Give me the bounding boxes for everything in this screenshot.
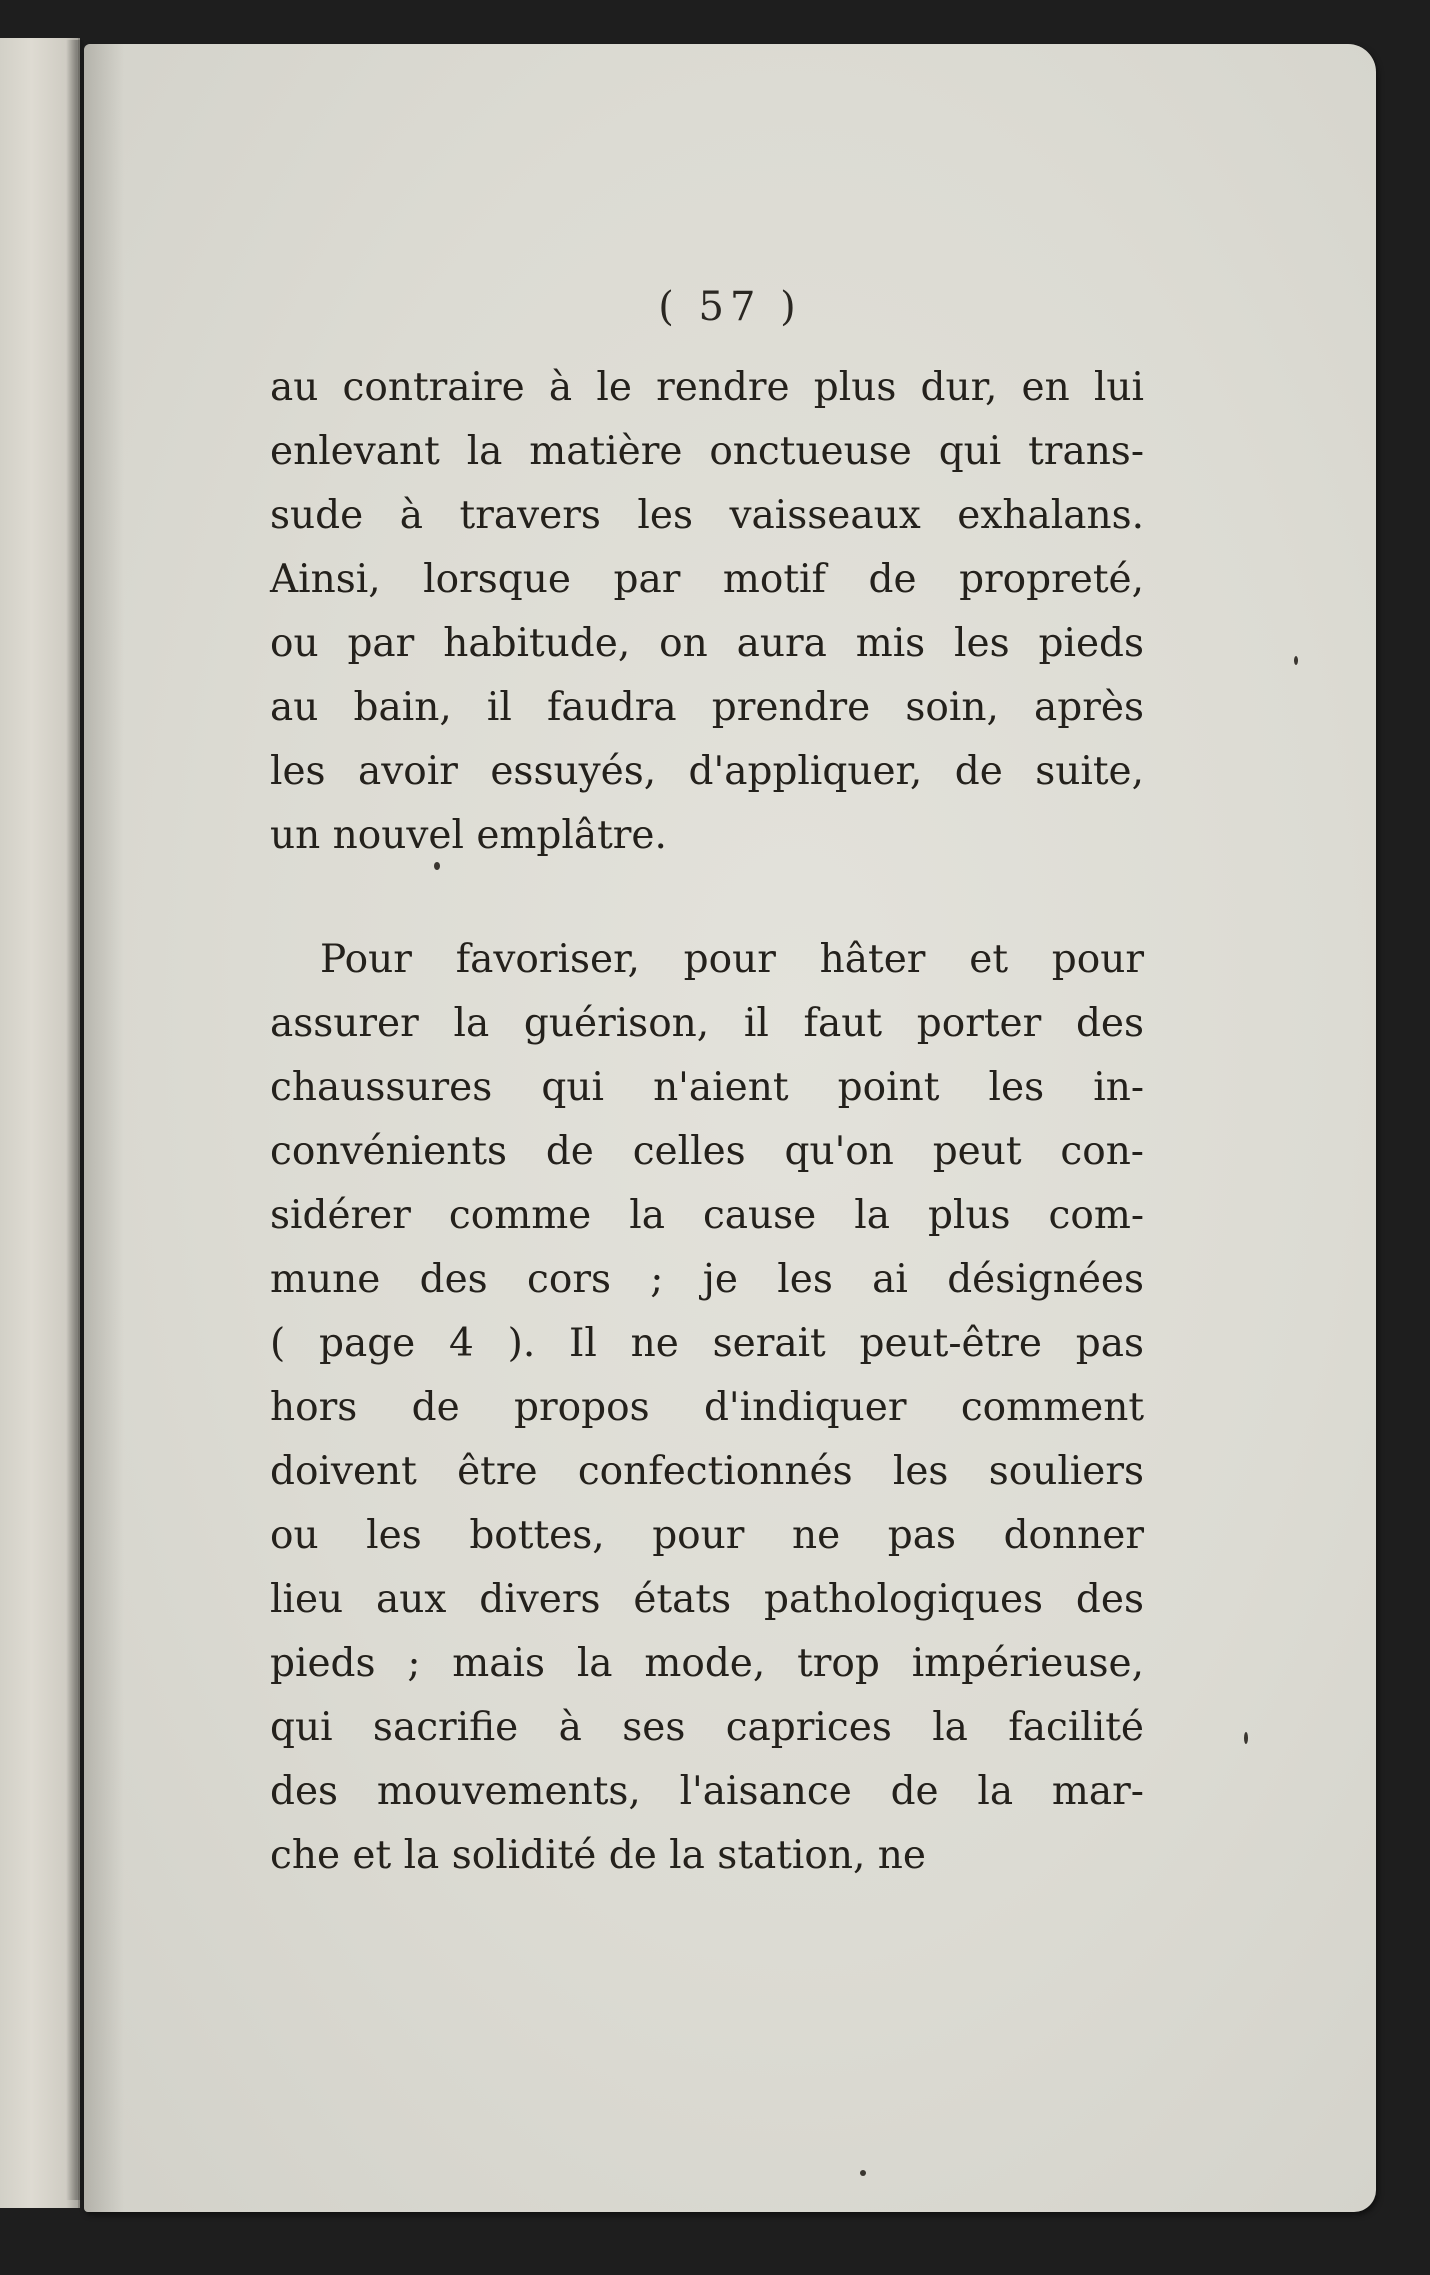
paragraph-1 [270, 356, 1144, 868]
gutter-shadow [66, 40, 84, 2200]
text-line: Pour favoriser, pour hâter et pour [320, 937, 1144, 982]
paper-speck [434, 862, 440, 870]
body-text [270, 356, 1144, 1888]
text-line: assurer la guérison, il faut porter des [270, 1001, 1144, 1046]
text-line: les avoir essuyés, d'appliquer, de suite, [270, 749, 1144, 794]
paragraph-gap [270, 868, 1144, 928]
text-line: ( page 4 ). Il ne serait peut-être pas [270, 1321, 1144, 1366]
text-line: un nouvel emplâtre. [270, 813, 667, 858]
text-line: sude à travers les vaisseaux exhalans. [270, 493, 1144, 538]
text-line: qui sacrifie à ses caprices la facilité [270, 1705, 1144, 1750]
text-line: pieds ; mais la mode, trop impérieuse, [270, 1641, 1144, 1686]
text-line: au contraire à le rendre plus dur, en lui [270, 365, 1144, 410]
text-line: che et la solidité de la station, ne [270, 1833, 926, 1878]
paper-speck [1244, 1732, 1248, 1744]
page-number: ( 57 ) [658, 284, 802, 330]
text-line: ou les bottes, pour ne pas donner [270, 1513, 1144, 1558]
text-line: mune des cors ; je les ai désignées [270, 1257, 1144, 1302]
paper-speck [1294, 656, 1298, 665]
text-line: enlevant la matière onctueuse qui trans- [270, 429, 1144, 474]
text-line: au bain, il faudra prendre soin, après [270, 685, 1144, 730]
paragraph-2 [270, 928, 1144, 1888]
text-line: lieu aux divers états pathologiques des [270, 1577, 1144, 1622]
text-line: chaussures qui n'aient point les in- [270, 1065, 1144, 1110]
text-line: des mouvements, l'aisance de la mar- [270, 1769, 1144, 1814]
text-line: hors de propos d'indiquer comment [270, 1385, 1144, 1430]
text-line: sidérer comme la cause la plus com- [270, 1193, 1144, 1238]
text-line: convénients de celles qu'on peut con- [270, 1129, 1144, 1174]
text-line: doivent être confectionnés les souliers [270, 1449, 1144, 1494]
paper-speck [860, 2170, 866, 2176]
book-page [84, 44, 1376, 2212]
text-line: ou par habitude, on aura mis les pieds [270, 621, 1144, 666]
text-line: Ainsi, lorsque par motif de propreté, [270, 557, 1144, 602]
